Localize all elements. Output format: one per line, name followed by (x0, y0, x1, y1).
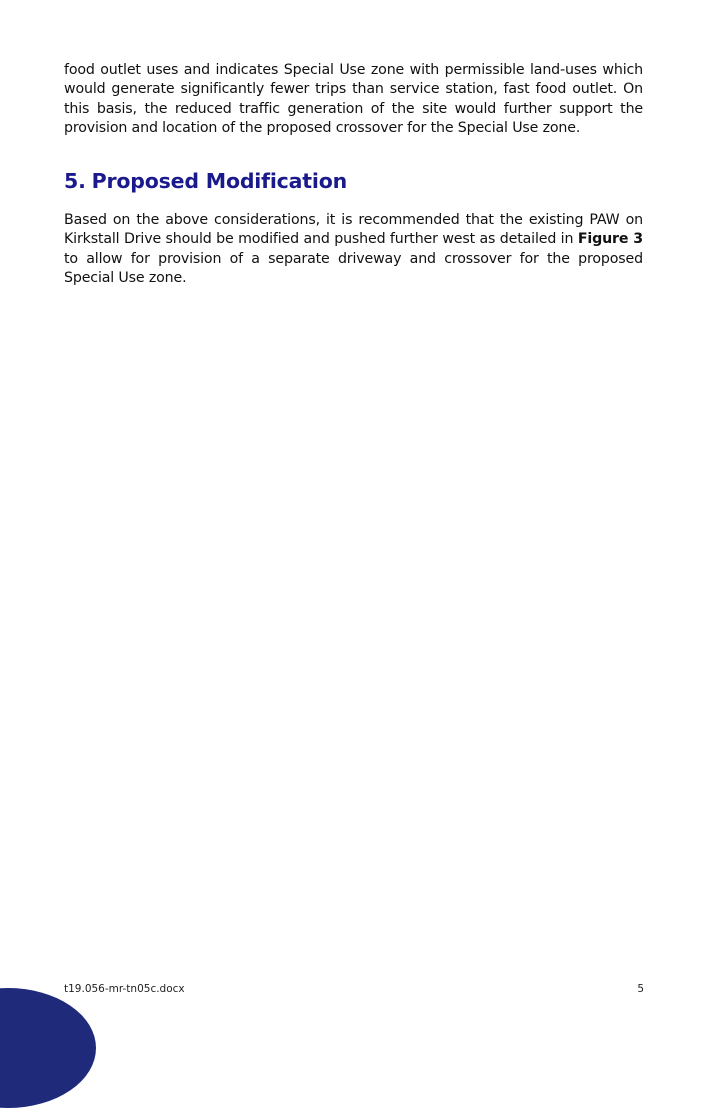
section-number: 5. (64, 169, 86, 193)
corner-decoration (0, 988, 96, 1108)
footer-filename: t19.056-mr-tn05c.docx (64, 983, 185, 995)
recommendation-text-before: Based on the above considerations, it is recommended that the existing PAW on Kirkstall Drive should be modified and pushed further west as detailed in (64, 212, 643, 248)
figure-reference: Figure 3 (577, 231, 643, 248)
section-title: Proposed Modification (91, 169, 347, 193)
section-heading (64, 169, 347, 193)
footer-page-number: 5 (637, 983, 644, 995)
body-paragraph-recommendation (64, 211, 643, 288)
body-paragraph-continued: food outlet uses and indicates Special Use zone with permissible land-uses which would generate significantly fewer trips than service station, fast food outlet. On this basis, the reduced traffic generation of the site would further support the provision and location of the proposed crossover for the Special Use zone. (64, 62, 643, 136)
recommendation-text-after: to allow for provision of a separate driveway and crossover for the proposed Special Use zone. (64, 250, 643, 286)
